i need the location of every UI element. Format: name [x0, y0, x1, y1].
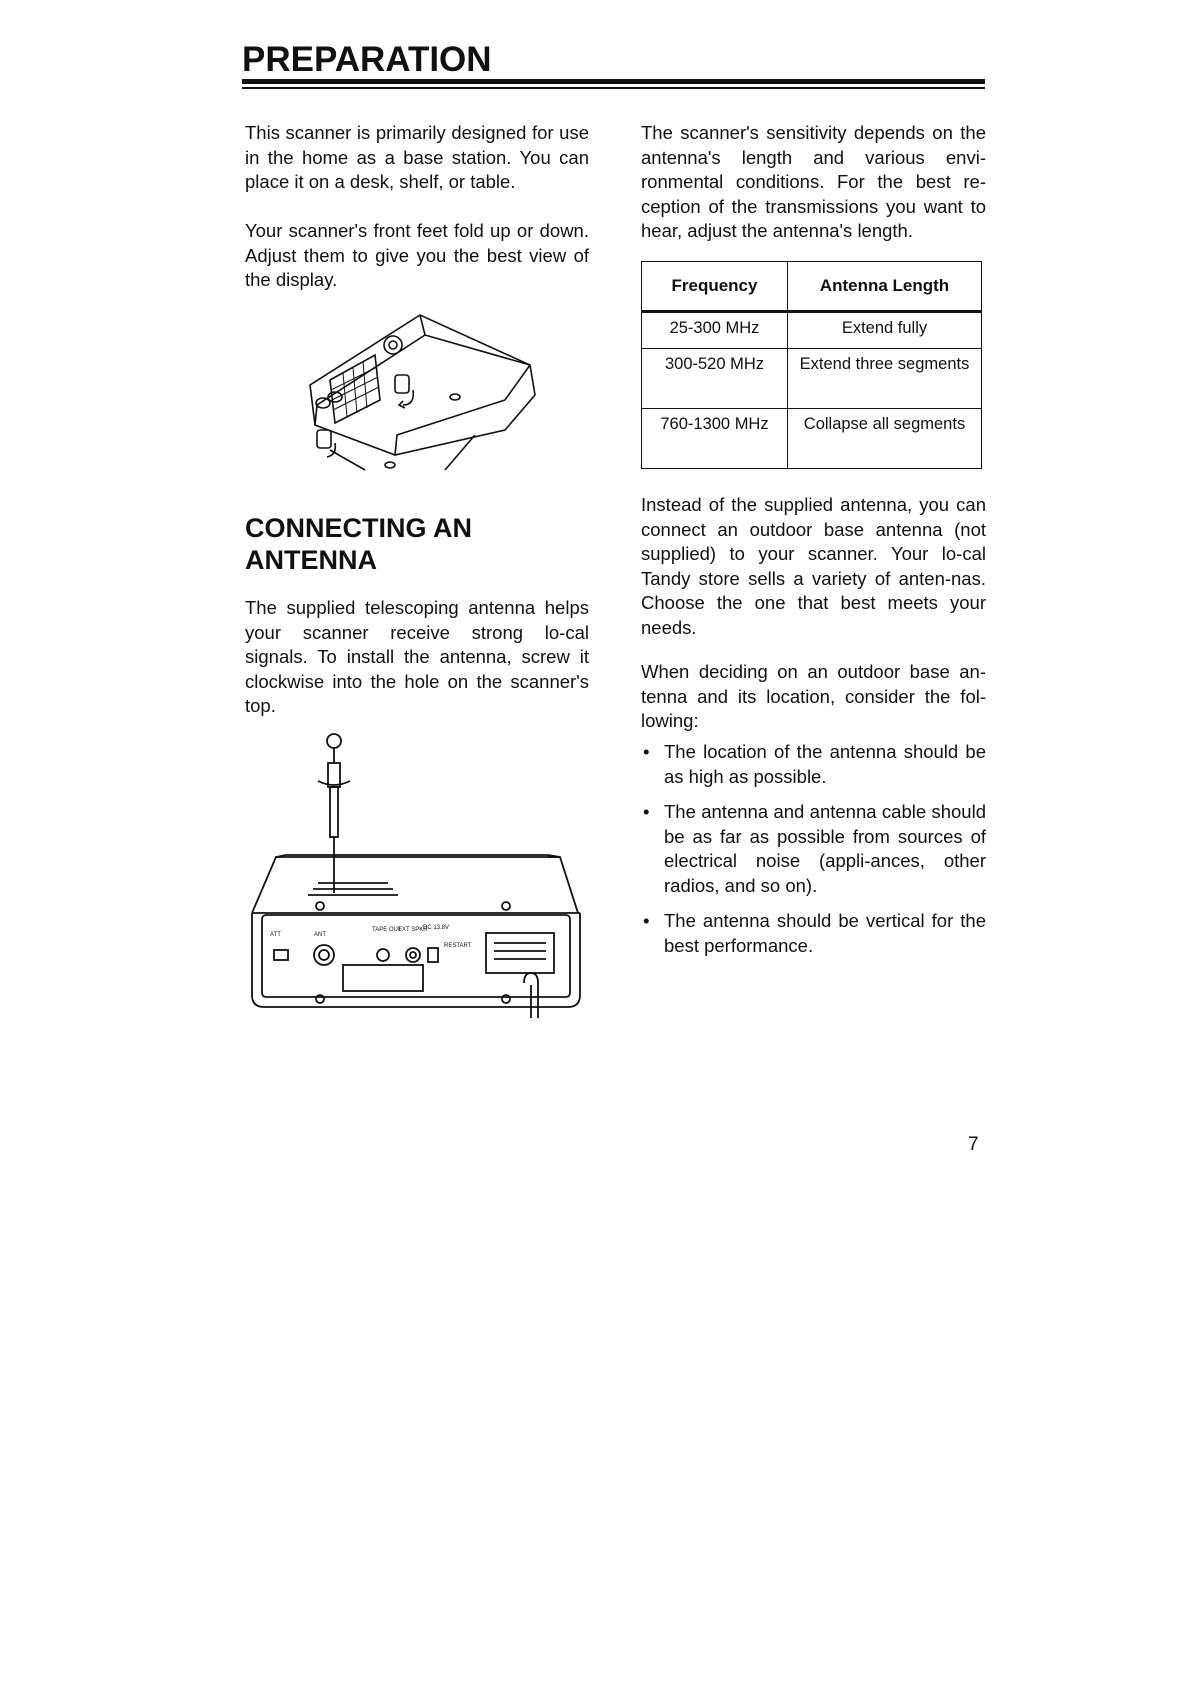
list-item: • The antenna should be vertical for the best performance.	[643, 910, 986, 956]
outdoor-antenna-paragraph: Instead of the supplied antenna, you can connect an outdoor base antenna (not supplied) to your scanner. Your lo-cal Tandy store sells a variety of anten-nas. Choose the one that best meets your needs.	[641, 494, 986, 638]
att-label: ATT	[270, 932, 281, 938]
page-title: PREPARATION	[242, 40, 492, 79]
scanner-underside-figure	[295, 305, 550, 480]
deciding-paragraph: When deciding on an outdoor base an-tenna and its location, consider the fol-lowing:	[641, 661, 986, 731]
page-number: 7	[968, 1134, 979, 1155]
ant-label: ANT	[314, 932, 326, 938]
tape-out-label: TAPE OUT	[372, 927, 402, 933]
scanner-back-panel-figure	[248, 733, 584, 1018]
sensitivity-paragraph: The scanner's sensitivity depends on the antenna's length and various envi-ronmental conditions. For the best re-ception of the transmissions you want to hear, adjust the antenna's length.	[641, 122, 986, 241]
table-header-row	[642, 262, 982, 312]
dc-label: DC 13.8V	[423, 925, 450, 931]
restart-label: RESTART	[444, 943, 472, 949]
section-heading: CONNECTING AN ANTENNA	[245, 513, 472, 575]
considerations-list	[641, 740, 986, 969]
table-cell: 300-520 MHz	[642, 349, 788, 409]
intro-paragraph: This scanner is primarily designed for use in the home as a base station. You can place it on a desk, shelf, or table.	[245, 122, 589, 192]
table-cell: Extend fully	[788, 312, 982, 349]
table-row	[642, 349, 982, 409]
table-row	[642, 312, 982, 349]
table-cell: 760-1300 MHz	[642, 409, 788, 469]
ext-spkr-label: EXT SPKR	[398, 927, 428, 933]
front-feet-paragraph: Your scanner's front feet fold up or down. Adjust them to give you the best view of the display.	[245, 220, 589, 290]
table-row	[642, 409, 982, 469]
title-rule-thin	[242, 87, 985, 89]
list-item: • The antenna and antenna cable should be as far as possible from sources of electrical noise (appli-ances, other radios, and so on).	[643, 801, 986, 896]
table-cell: 25-300 MHz	[642, 312, 788, 349]
list-item: • The location of the antenna should be as high as possible.	[643, 741, 986, 787]
supplied-antenna-paragraph: The supplied telescoping antenna helps your scanner receive strong lo-cal signals. To install the antenna, screw it clockwise into the hole on the scanner's top.	[245, 597, 589, 716]
table-cell: Collapse all segments	[788, 409, 982, 469]
table-header-antenna-length: Antenna Length	[788, 262, 982, 312]
table-header-frequency: Frequency	[642, 262, 788, 312]
title-rule-thick	[242, 79, 985, 84]
table-cell: Extend three segments	[788, 349, 982, 409]
frequency-table	[641, 261, 982, 469]
